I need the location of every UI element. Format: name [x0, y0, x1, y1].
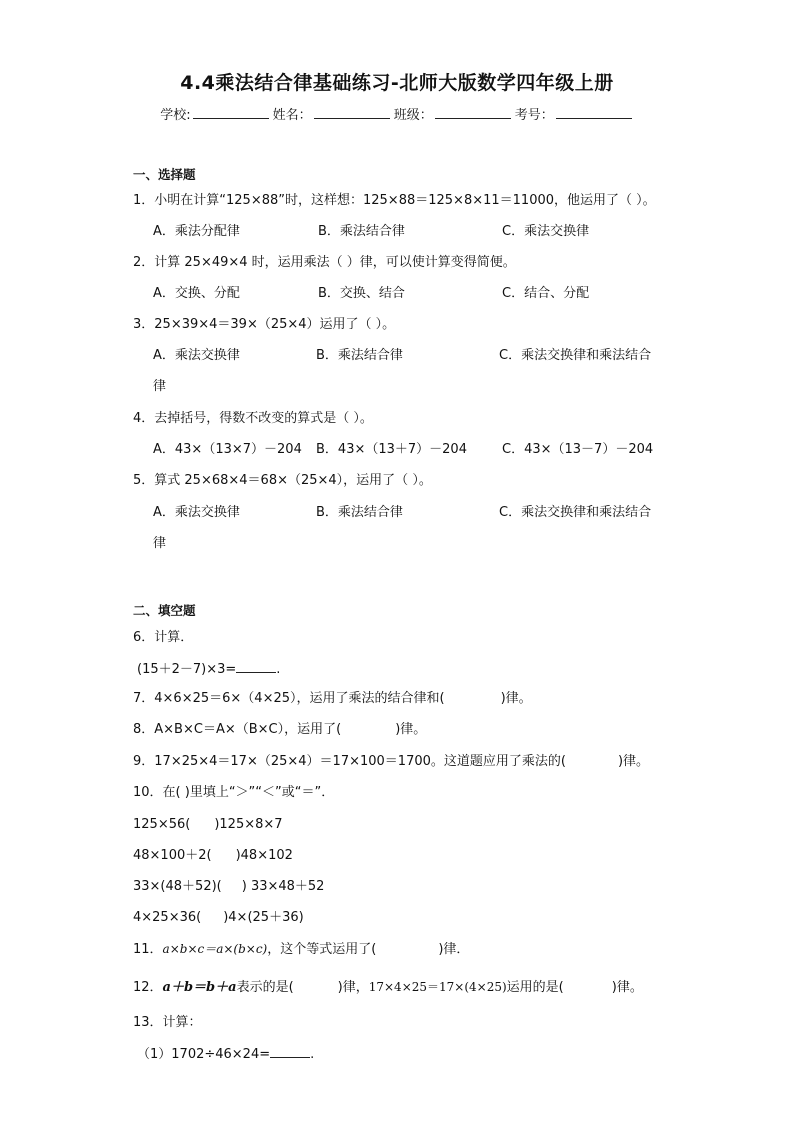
q6-expr-text: (15＋2－7)×3= [137, 662, 237, 677]
question-13-part-1: （1）1702÷46×24= . [137, 1047, 315, 1062]
question-6-expression: (15＋2－7)×3= . [137, 662, 281, 677]
q12-text-3: 运用的是( [506, 980, 564, 995]
q4-option-c[interactable]: C．43×（13－7）－204 [502, 442, 654, 457]
q10-item-4-right: )4×(25＋36) [223, 910, 304, 925]
question-11 [133, 940, 469, 959]
exam-no-blank[interactable] [556, 106, 632, 119]
q13-answer-blank[interactable] [270, 1045, 310, 1058]
q1-option-c[interactable]: C．乘法交换律 [502, 224, 590, 239]
student-info-line [0, 104, 794, 123]
q10-item-1 [133, 816, 283, 834]
name-label: 姓名： [272, 108, 312, 123]
q12-formula-1: a＋b＝b＋a [162, 980, 237, 995]
q8-text-after: )律。 [395, 722, 427, 737]
q12-text-2: )律， [337, 980, 369, 995]
section-heading-choice: 一、选择题 [133, 167, 196, 182]
q6-answer-blank[interactable] [236, 660, 276, 673]
q10-item-4 [133, 909, 304, 927]
q2-option-b[interactable]: B．交换、结合 [318, 286, 405, 301]
name-blank[interactable] [314, 106, 390, 119]
class-label: 班级： [393, 108, 433, 123]
school-label: 学校: [160, 108, 191, 123]
question-12 [133, 978, 643, 997]
section-heading-fill: 二、填空题 [133, 603, 196, 618]
question-10-stem: 10．在( )里填上“＞”“＜”或“＝”． [133, 785, 335, 800]
question-2-stem: 2．计算 25×49×4 时，运用乘法（ ）律，可以使计算变得简便。 [133, 255, 516, 270]
q5-option-c-continuation: 律 [153, 536, 167, 551]
q1-option-b[interactable]: B．乘法结合律 [318, 224, 405, 239]
question-6-stem: 6．计算． [133, 630, 194, 645]
q12-text-1: 表示的是( [236, 980, 294, 995]
q5-option-a[interactable]: A．乘法交换律 [153, 505, 240, 520]
q9-text-after: )律。 [617, 754, 650, 769]
q10-item-1-right: )125×8×7 [214, 817, 283, 832]
q12-text-after: )律。 [611, 980, 643, 995]
q3-option-c-continuation: 律 [153, 379, 167, 394]
q5-option-b[interactable]: B．乘法结合律 [316, 505, 403, 520]
q10-item-2 [133, 847, 293, 865]
question-9 [133, 753, 649, 771]
q11-text-before: ，这个等式运用了( [267, 942, 377, 957]
page-title: 4.4乘法结合律基础练习-北师大版数学四年级上册 [180, 72, 614, 94]
q9-text-before: 9．17×25×4＝17×（25×4）＝17×100＝1700。这道题应用了乘法的( [133, 754, 566, 769]
q3-option-b[interactable]: B．乘法结合律 [316, 348, 403, 363]
question-8 [133, 721, 426, 739]
q10-item-3-right: ) 33×48＋52 [241, 879, 325, 894]
q7-text-after: )律。 [500, 691, 532, 706]
exam-no-label: 考号： [514, 108, 554, 123]
q11-number: 11． [133, 942, 163, 957]
q10-item-4-left: 4×25×36( [133, 910, 202, 925]
q12-formula-2: 17×4×25＝17×(4×25) [368, 980, 507, 994]
school-blank[interactable] [193, 106, 269, 119]
q10-item-2-right: )48×102 [235, 848, 293, 863]
question-3-stem: 3．25×39×4＝39×（25×4）运用了（ ）。 [133, 317, 396, 332]
q11-text-after: )律． [438, 942, 470, 957]
q10-item-2-left: 48×100＋2( [133, 848, 212, 863]
q10-item-3-left: 33×(48＋52)( [133, 879, 222, 894]
q10-item-3 [133, 878, 324, 896]
q12-number: 12． [133, 980, 163, 995]
q11-formula: a×b×c＝a×(b×c) [162, 942, 268, 956]
q10-item-1-left: 125×56( [133, 817, 191, 832]
question-1-stem: 1．小明在计算“125×88”时，这样想：125×88＝125×8×11＝11000，他运用了（ ）。 [133, 193, 656, 208]
q3-option-c[interactable]: C．乘法交换律和乘法结合 [499, 348, 652, 363]
question-5-stem: 5．算式 25×68×4＝68×（25×4），运用了（ ）。 [133, 473, 432, 488]
q2-option-c[interactable]: C．结合、分配 [502, 286, 590, 301]
question-4-stem: 4．去掉括号，得数不改变的算式是（ ）。 [133, 411, 373, 426]
q2-option-a[interactable]: A．交换、分配 [153, 286, 240, 301]
q13-expr-text: （1）1702÷46×24= [137, 1047, 271, 1062]
class-blank[interactable] [435, 106, 511, 119]
question-7 [133, 690, 532, 708]
q7-text-before: 7．4×6×25＝6×（4×25），运用了乘法的结合律和( [133, 691, 445, 706]
q5-option-c[interactable]: C．乘法交换律和乘法结合 [499, 505, 652, 520]
q4-option-a[interactable]: A．43×（13×7）－204 [153, 442, 302, 457]
question-13-stem: 13．计算： [133, 1015, 202, 1030]
q3-option-a[interactable]: A．乘法交换律 [153, 348, 240, 363]
q4-option-b[interactable]: B．43×（13＋7）－204 [316, 442, 467, 457]
q1-option-a[interactable]: A．乘法分配律 [153, 224, 240, 239]
q8-text-before: 8．A×B×C＝A×（B×C），运用了( [133, 722, 342, 737]
